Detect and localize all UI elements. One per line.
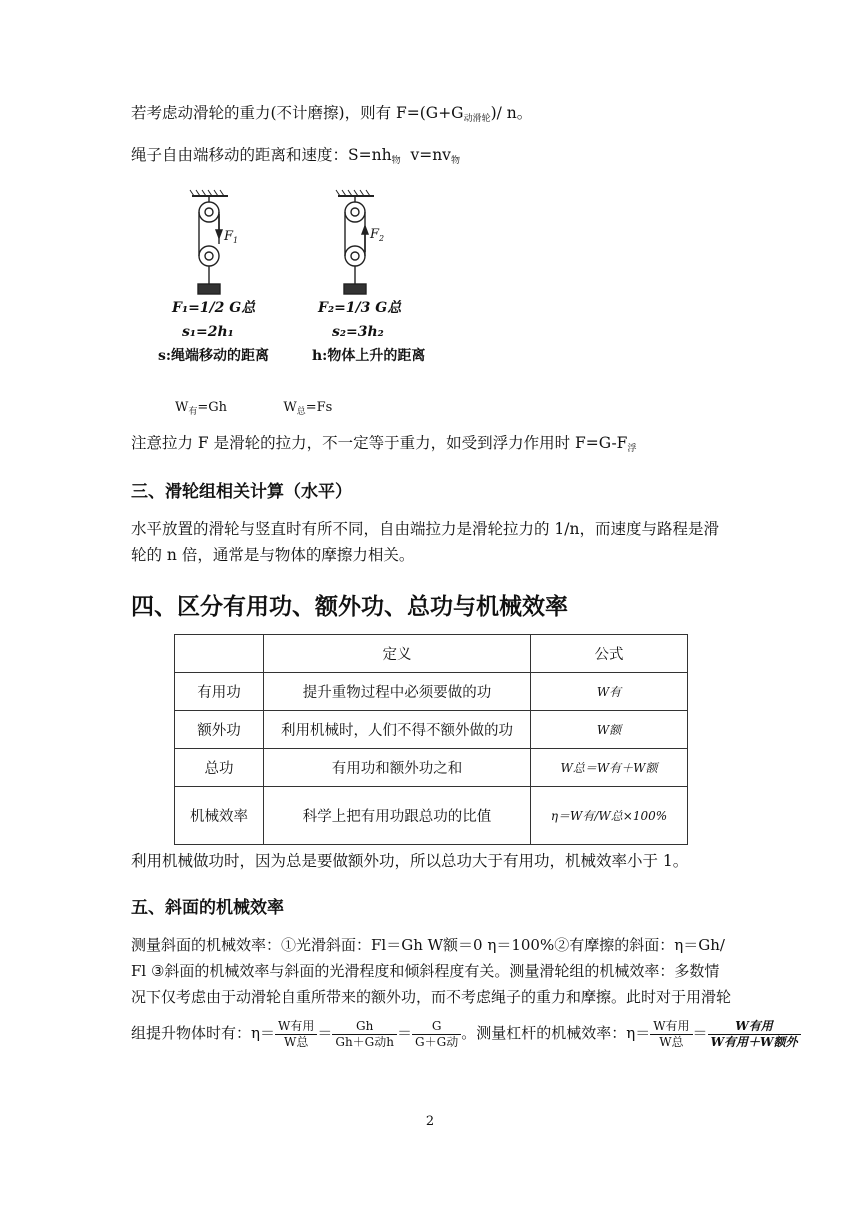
table-header-row [175, 635, 688, 673]
section-3-heading: 三、滑轮组相关计算（水平） [131, 482, 352, 502]
row-formula: W有 [531, 673, 688, 711]
paragraph-after-table: 利用机械做功时，因为总是要做额外功，所以总功大于有用功，机械效率小于 1。 [131, 852, 689, 870]
lever-fraction-2: $\frac{\text{W有用}}{\text{W有用＋W额外}}$ [708, 1019, 801, 1050]
section-5-line-4: 组提升物体时有：η＝ $\frac{\text{W有用}}{\text{W总}}$ ＝ $\frac{Gh}{\text{Gh＋G动h}}$ ＝ $\frac{G}{\text{G＋G动}}$ 。测量杠杆的机械效率：η＝ $\frac{\text{W有用}}{\text{W总}}$ ＝ $\frac{\text{W有用}}{\text{W有用＋W额外}}$ [131, 1018, 731, 1050]
right-pulley-system [336, 190, 374, 294]
section-3-body: 水平放置的滑轮与竖直时有所不同，自由端拉力是滑轮拉力的 1/n，而速度与路程是滑轮的 n 倍，通常是与物体的摩擦力相关。 [131, 520, 719, 564]
table-header-cell: 定义 [264, 635, 531, 673]
right-distance-formula: s₂=3h₂ [332, 324, 384, 340]
row-formula: W额 [531, 711, 688, 749]
table-header-cell: 公式 [531, 635, 688, 673]
table-row [175, 787, 688, 845]
paragraph-note-tension: 注意拉力 F 是滑轮的拉力，不一定等于重力，如受到浮力作用时 $F=G-F_浮$ [131, 434, 637, 454]
row-name: 机械效率 [175, 787, 264, 845]
table-header-cell [175, 635, 264, 673]
paragraph-pulley-weight: 若考虑动滑轮的重力(不计磨擦)，则有 $F=(G+G_{动滑轮})/$ n。 [131, 104, 533, 124]
row-name: 额外功 [175, 711, 264, 749]
row-definition: 科学上把有用功跟总功的比值 [264, 787, 531, 845]
efficiency-fraction-2: $\frac{Gh}{\text{Gh＋G动h}}$ [332, 1019, 397, 1050]
section-5-line-2: Fl ③斜面的机械效率与斜面的光滑程度和倾斜程度有关。测量滑轮组的机械效率：多数情 [131, 962, 720, 980]
work-definitions-table [174, 634, 688, 845]
section-5-heading: 五、斜面的机械效率 [131, 898, 284, 918]
efficiency-fraction-3: $\frac{G}{\text{G＋G动}}$ [412, 1019, 461, 1050]
f2-arrow-label: $F_2$ [370, 227, 385, 243]
f1-arrow-label: $F_1$ [224, 229, 239, 245]
table-row [175, 749, 688, 787]
work-formulas-line: $W_有=Gh$ $W_总=Fs$ [175, 400, 333, 417]
section-5-line-3: 况下仅考虑由于动滑轮自重所带来的额外功，而不考虑绳子的重力和摩擦。此时对于用滑轮 [131, 988, 732, 1006]
table-row [175, 711, 688, 749]
left-force-formula: F₁=1/2 G总 [172, 300, 256, 316]
paragraph-rope-distance: 绳子自由端移动的距离和速度：$S=nh_物$ $v=nv_物$ [131, 146, 460, 166]
row-definition: 有用功和额外功之和 [264, 749, 531, 787]
row-formula: W总＝W有＋W额 [531, 749, 688, 787]
lever-fraction-1: $\frac{\text{W有用}}{\text{W总}}$ [650, 1019, 692, 1050]
page-number: 2 [425, 1114, 435, 1129]
row-definition: 利用机械时，人们不得不额外做的功 [264, 711, 531, 749]
right-force-formula: F₂=1/3 G总 [318, 300, 402, 316]
section-5-line-1: 测量斜面的机械效率：①光滑斜面：Fl＝Gh W额＝0 η＝100%②有摩擦的斜面：η＝Gh/ [131, 936, 725, 954]
left-caption: s:绳端移动的距离 [158, 348, 270, 364]
table-row [175, 673, 688, 711]
right-caption: h:物体上升的距离 [312, 348, 426, 364]
left-pulley-system [190, 190, 228, 294]
row-definition: 提升重物过程中必须要做的功 [264, 673, 531, 711]
section-4-heading: 四、区分有用功、额外功、总功与机械效率 [131, 594, 568, 620]
row-name: 总功 [175, 749, 264, 787]
pulley-figure [150, 186, 460, 370]
row-name: 有用功 [175, 673, 264, 711]
efficiency-fraction-1: $\frac{\text{W有用}}{\text{W总}}$ [275, 1019, 317, 1050]
row-formula: η＝W有/W总×100% [531, 787, 688, 845]
left-distance-formula: s₁=2h₁ [182, 324, 234, 340]
